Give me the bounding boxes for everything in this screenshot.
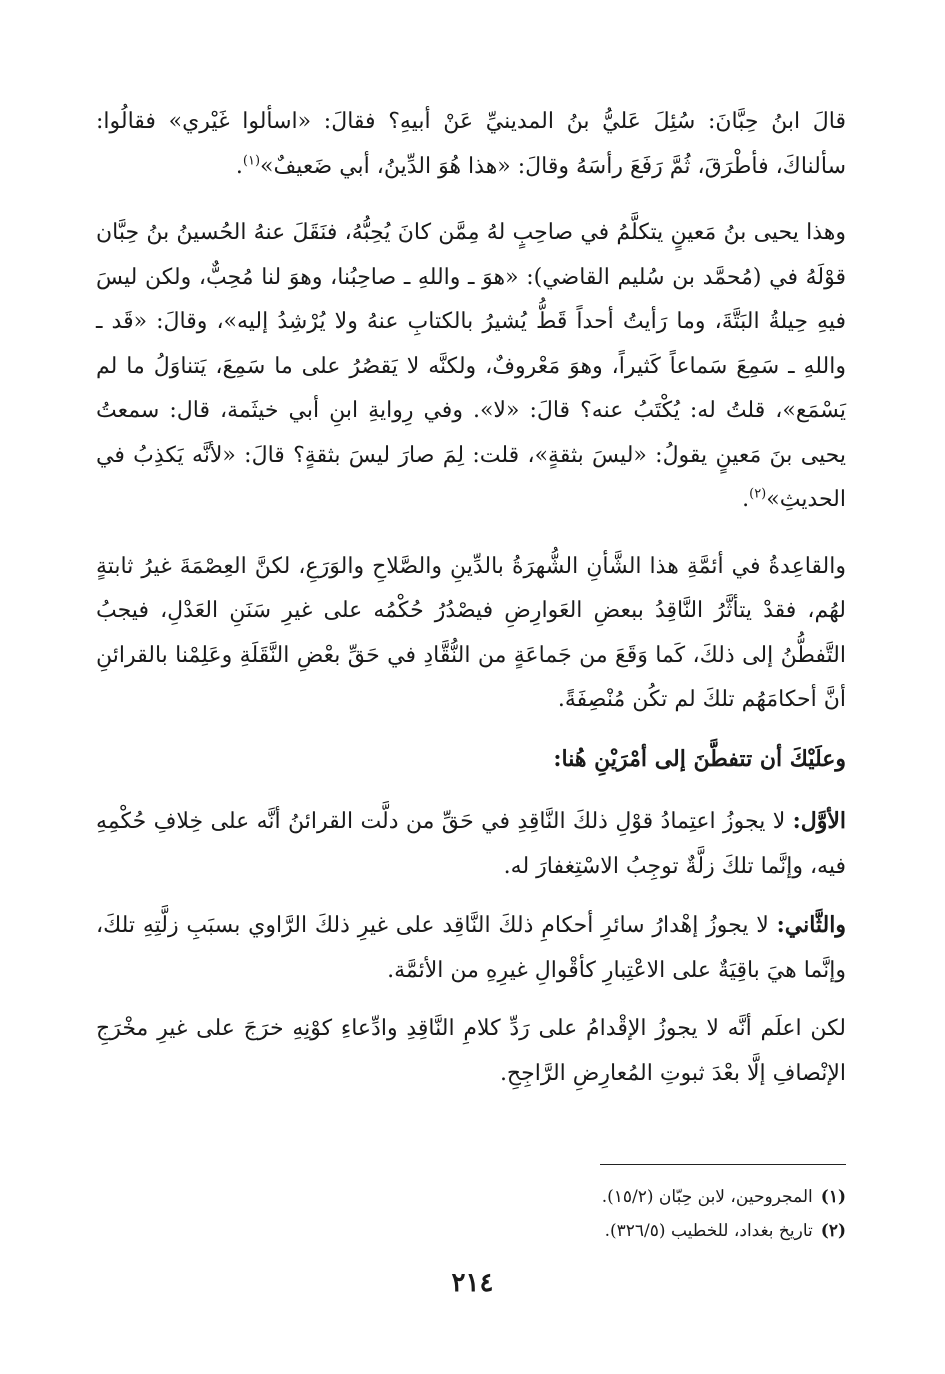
paragraph-3-text: والقاعِدةُ في أئمَّةِ هذا الشَّأنِ الشُّهرَةُ بالدِّينِ والصَّلاحِ والوَرَعِ، لكنَّ العِصْمَةَ غيرُ ثابتةٍ لهُم، فقدْ يتأثَّرُ النَّاقِدُ ببعضِ العَوارِضِ فيصْدُرُ حُكْمُه على غيرِ سَنَنِ العَدْلِ، فيجبُ التَّفطُّنُ إلى ذلكَ، كَما وَقَعَ من جَماعَةٍ من النُّقَّادِ في حَقِّ بعْضِ النَّقَلَةِ وعَلِمْنا بالقرائنِ أنَّ أحكامَهُم تلكَ لم تكُن مُنْصِفَةً. [96,553,846,712]
footnote-1-text: المجروحين، لابن حِبّان (١٥/٢). [601,1187,813,1207]
paragraph-3 [96,545,846,723]
paragraph-1-text: قالَ ابنُ حِبَّانَ: سُئِلَ عَليُّ بنُ المدينيِّ عَنْ أبيهِ؟ فقالَ: «اسألوا غَيْري» فقالُوا: سألناكَ، فأطْرَقَ، ثُمَّ رَفَعَ رأسَهُ وقالَ: «هذا هُوَ الدِّينُ، أبي ضَعيفٌ» [96,109,846,179]
section-heading: وعلَيْكَ أن تتفطَّنَ إلى أمْرَيْنِ هُنا: [553,745,846,772]
footnote-ref-2[interactable]: (٢) [749,486,767,502]
footnote-2-text: تاريخ بغداد، للخطيب (٣٢٦/٥). [604,1221,813,1241]
point-second-label: والثَّاني: [776,912,846,938]
footnote-1 [246,1180,846,1214]
footnote-ref-1[interactable]: (١) [242,153,261,169]
point-first [96,799,846,889]
footnote-2-number: (٢) [820,1221,846,1241]
paragraph-2-end: . [742,487,750,512]
paragraph-1-end: . [235,153,243,179]
footnote-2 [246,1214,846,1248]
closing-paragraph: لكن اعلَم أنَّه لا يجوزُ الإقْدامُ على رَدِّ كلامِ النَّاقِدِ وادِّعاءِ كوْنِهِ خرَجَ على غيرِ مخْرَجِ الإنْصافِ إلَّا بعْدَ ثبوتِ المُعارِضِ الرَّاجِحِ. [96,1016,846,1086]
page-number: ٢١٤ [451,1268,494,1298]
paragraph-2 [96,211,846,523]
page-body [96,100,846,1118]
footnote-separator [600,1164,846,1165]
footnote-1-number: (١) [820,1187,846,1207]
paragraph-1 [96,100,846,189]
footnotes [246,1180,846,1248]
point-second [96,903,846,993]
point-first-text: لا يجوزُ اعتِمادُ قوْلِ ذلكَ النَّاقِدِ في حَقِّ من دلَّت القرائنُ أنَّه على خِلافِ حُكْمِهِ فيه، وإنَّما تلكَ زلَّةٌ توجِبُ الاسْتِغفارَ له. [96,809,846,879]
point-second-text: لا يجوزُ إهْدارُ سائرِ أحكامِ ذلكَ النَّاقِد على غيرِ ذلكَ الرَّاوي بسبَبِ زلَّتِهِ تلكَ، وإنَّما هيَ باقِيَةٌ على الاعْتِبارِ كأقْوالِ غيرِهِ من الأئمَّة. [96,913,846,983]
paragraph-2-text: وهذا يحيى بنُ مَعينٍ يتكلَّمُ في صاحِبٍ لهُ مِمَّن كانَ يُحِبُّهُ، فنَقَلَ عنهُ الحُسينُ بنُ حِبَّان قوْلَهُ في (مُحمَّد بن سُليم القاضي): «هوَ ـ واللهِ ـ صاحِبُنا، وهوَ لنا مُحِبٌّ، ولكن ليسَ فيهِ حِيلةُ البَتَّةَ، وما رَأيتُ أحداً قَطُّ يُشيرُ بالكتابِ عنهُ ولا يُرْشِدُ إليه»، وقالَ: «قَد ـ واللهِ ـ سَمِعَ سَماعاً كَثيراً، وهوَ مَعْروفٌ، ولكنَّه لا يَقصُرُ على ما سَمِعَ، يَتناوَلُ ما لم يَسْمَع»، قلتُ له: يُكْتَبُ عنه؟ قالَ: «لا». وفي رِوايةِ ابنِ أبي خيثَمة، قال: سمعتُ يحيى بنَ مَعينٍ يقولُ: «ليسَ بثقةٍ»، قلت: لِمَ صارَ ليسَ بثقةٍ؟ قالَ: «لأنَّه يَكذِبُ في الحديثِ» [96,220,846,512]
point-first-label: الأوَّل: [792,808,846,834]
